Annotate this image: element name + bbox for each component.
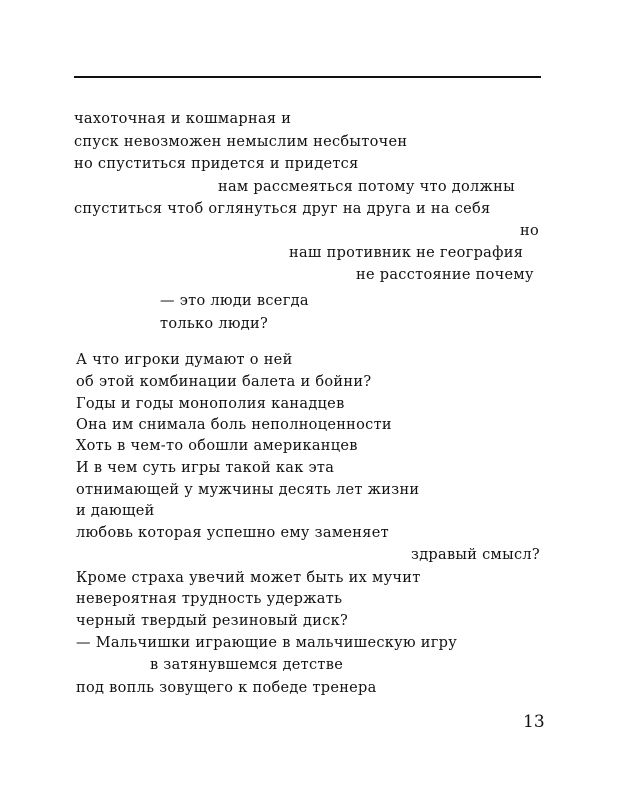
poem-line: не расстояние почему: [356, 267, 534, 283]
poem-line: наш противник не география: [289, 245, 524, 261]
poem-line: в затянувшемся детстве: [150, 657, 344, 673]
poem-line: черный твердый резиновый диск?: [76, 613, 349, 629]
poem-line: Годы и годы монополия канадцев: [76, 396, 345, 412]
poem-line: но: [520, 223, 539, 239]
poem-line: нам рассмеяться потому что должны: [218, 179, 515, 195]
poem-line: И в чем суть игры такой как эта: [76, 460, 335, 476]
poem-line: и дающей: [76, 503, 155, 519]
poem-line: любовь которая успешно ему заменяет: [76, 525, 389, 541]
poem-line: А что игроки думают о ней: [76, 352, 293, 368]
poem-line: чахоточная и кошмарная и: [74, 111, 292, 127]
page-number: 13: [523, 712, 545, 732]
poem-line: только люди?: [160, 316, 269, 332]
poem-line: — Мальчишки играющие в мальчишескую игру: [76, 635, 458, 651]
poem-line: спуск невозможен немыслим несбыточен: [74, 134, 408, 150]
poem-line: спуститься чтоб оглянуться друг на друга и на себя: [74, 201, 491, 217]
poem-line: здравый смысл?: [411, 547, 540, 563]
poem-line: под вопль зовущего к победе тренера: [76, 680, 377, 696]
poem-line: невероятная трудность удержать: [76, 591, 343, 607]
poem-line: Кроме страха увечий может быть их мучит: [76, 570, 421, 586]
poem-line: но спуститься придется и придется: [74, 156, 359, 172]
header-rule: [74, 76, 541, 78]
poem-line: об этой комбинации балета и бойни?: [76, 374, 372, 390]
poem-line: Она им снимала боль неполноценности: [76, 417, 392, 433]
poem-line: отнимающей у мужчины десять лет жизни: [76, 482, 420, 498]
poem-line: — это люди всегда: [160, 293, 309, 309]
poem-line: Хоть в чем-то обошли американцев: [76, 438, 358, 454]
